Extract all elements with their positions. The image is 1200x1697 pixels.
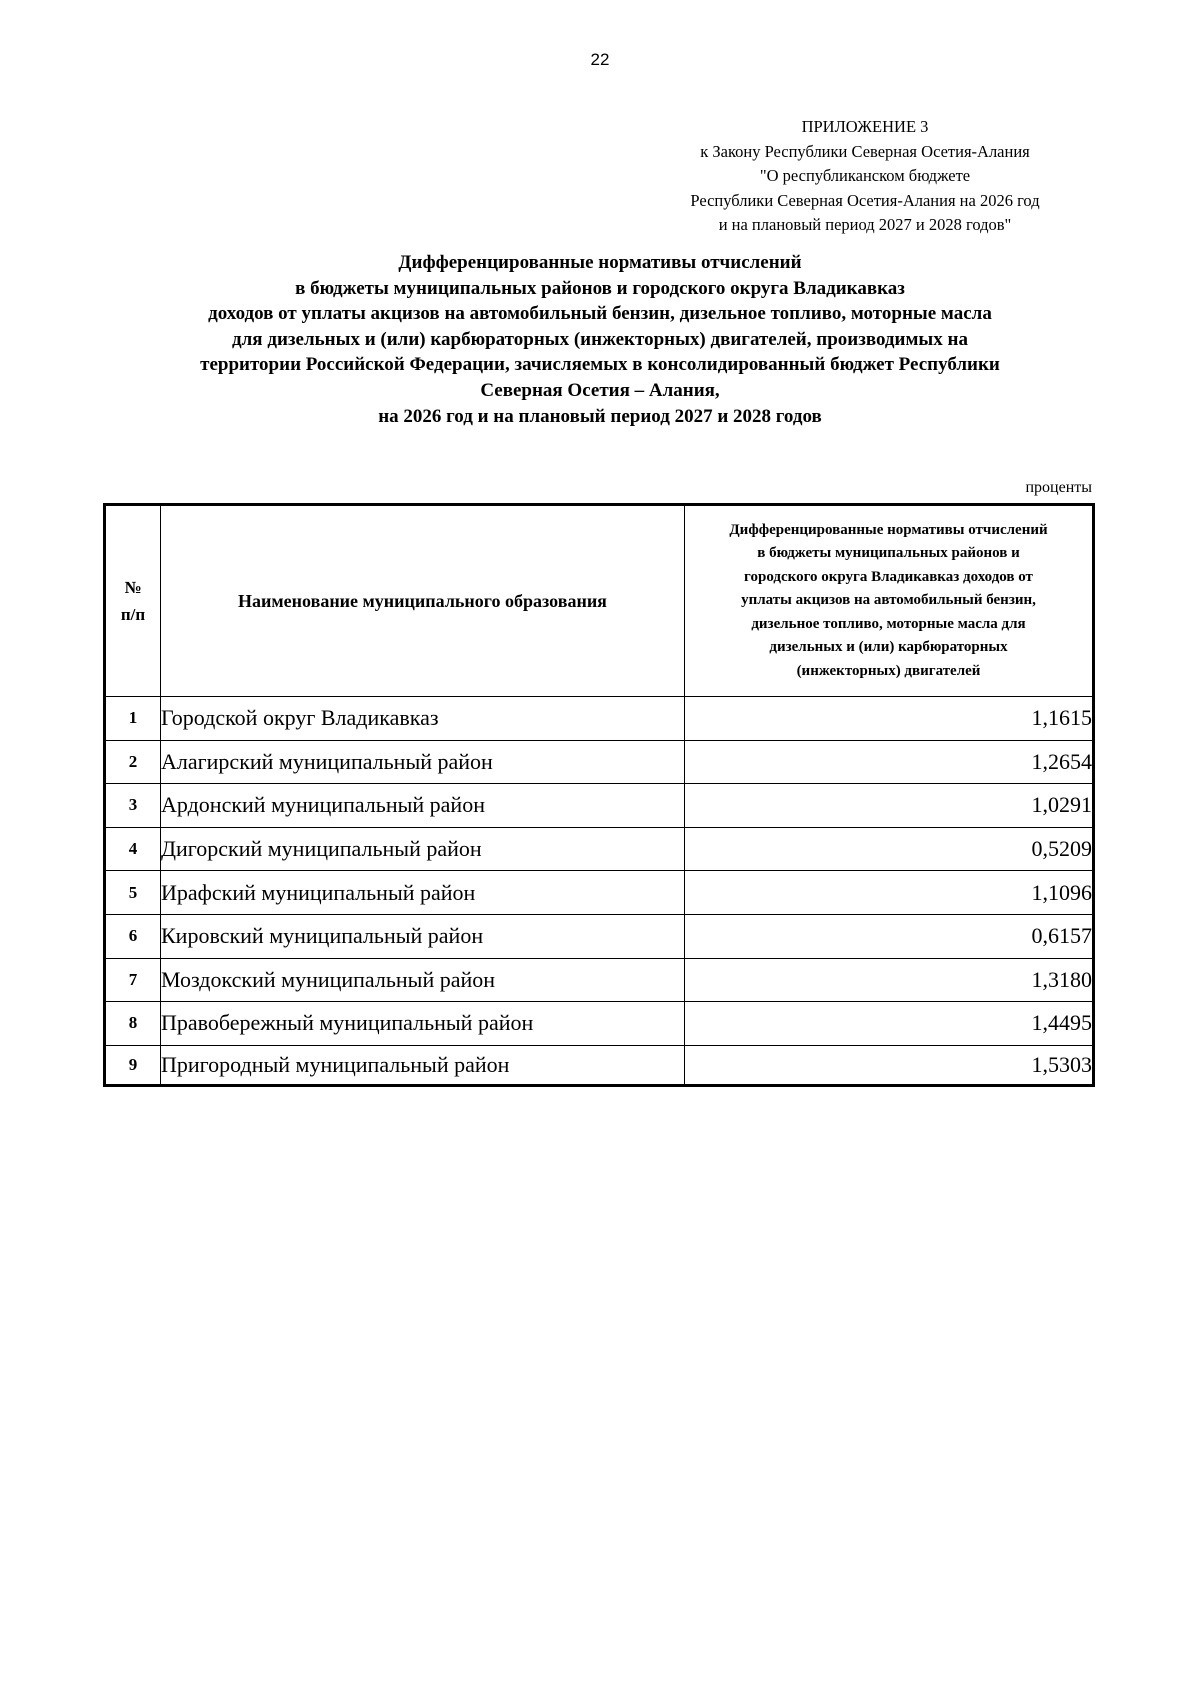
appendix-line: Республики Северная Осетия-Алания на 2026 год <box>690 190 1040 210</box>
table-header-row <box>105 505 1094 697</box>
header-value-line: (инжекторных) двигателей <box>796 662 981 679</box>
header-value-line: уплаты акцизов на автомобильный бензин, <box>741 592 1036 609</box>
header-value-line: городского округа Владикавказ доходов от <box>744 568 1033 585</box>
title-line: на 2026 год и на плановый период 2027 и 2028 годов <box>378 405 822 427</box>
row-value: 0,6157 <box>685 914 1094 958</box>
row-value: 0,5209 <box>685 827 1094 871</box>
row-name: Моздокский муниципальный район <box>161 958 685 1002</box>
table-row <box>105 871 1094 915</box>
table-row <box>105 914 1094 958</box>
title-line: Северная Осетия – Алания, <box>480 379 720 401</box>
row-name: Правобережный муниципальный район <box>161 1002 685 1046</box>
row-name: Алагирский муниципальный район <box>161 740 685 784</box>
row-value: 1,1096 <box>685 871 1094 915</box>
row-value: 1,2654 <box>685 740 1094 784</box>
row-value: 1,4495 <box>685 1002 1094 1046</box>
document-title <box>80 250 1120 429</box>
row-number: 8 <box>105 1002 161 1046</box>
row-name: Ирафский муниципальный район <box>161 871 685 915</box>
appendix-line: и на плановый период 2027 и 2028 годов" <box>718 215 1012 234</box>
header-value-line: Дифференцированные нормативы отчислений <box>729 521 1048 538</box>
row-number: 6 <box>105 914 161 958</box>
header-value-line: в бюджеты муниципальных районов и <box>757 545 1020 562</box>
table-row <box>105 740 1094 784</box>
row-name: Кировский муниципальный район <box>161 914 685 958</box>
norms-table <box>103 503 1095 1087</box>
header-number-line: п/п <box>120 605 146 624</box>
header-value-line: дизельное топливо, моторные масла для <box>751 615 1026 632</box>
table-row <box>105 958 1094 1002</box>
header-value-line: дизельных и (или) карбюраторных <box>769 639 1008 656</box>
row-number: 2 <box>105 740 161 784</box>
title-line: в бюджеты муниципальных районов и городского округа Владикавказ <box>295 277 905 299</box>
row-number: 3 <box>105 784 161 828</box>
appendix-header <box>600 115 1130 238</box>
row-value: 1,5303 <box>685 1045 1094 1085</box>
table-row <box>105 827 1094 871</box>
title-line: территории Российской Федерации, зачисляемых в консолидированный бюджет Республики <box>200 354 1000 376</box>
page-number: 22 <box>590 50 610 69</box>
appendix-line: ПРИЛОЖЕНИЕ 3 <box>801 117 929 136</box>
row-name: Дигорский муниципальный район <box>161 827 685 871</box>
row-name: Ардонский муниципальный район <box>161 784 685 828</box>
units-label: проценты <box>1025 479 1092 496</box>
row-value: 1,0291 <box>685 784 1094 828</box>
row-number: 5 <box>105 871 161 915</box>
header-number <box>105 505 161 697</box>
row-name: Городской округ Владикавказ <box>161 697 685 741</box>
table-row <box>105 784 1094 828</box>
table-row <box>105 697 1094 741</box>
header-name: Наименование муниципального образования <box>161 505 685 697</box>
row-number: 4 <box>105 827 161 871</box>
row-number: 1 <box>105 697 161 741</box>
row-number: 9 <box>105 1045 161 1085</box>
header-value <box>685 505 1094 697</box>
row-name: Пригородный муниципальный район <box>161 1045 685 1085</box>
title-line: Дифференцированные нормативы отчислений <box>398 252 802 273</box>
title-line: доходов от уплаты акцизов на автомобильный бензин, дизельное топливо, моторные масла <box>208 303 992 325</box>
row-number: 7 <box>105 958 161 1002</box>
title-line: для дизельных и (или) карбюраторных (инжекторных) двигателей, производимых на <box>232 328 968 350</box>
table-row <box>105 1045 1094 1085</box>
appendix-line: "О республиканском бюджете <box>759 166 971 185</box>
header-number-line: № <box>124 578 142 597</box>
table-row <box>105 1002 1094 1046</box>
appendix-line: к Закону Республики Северная Осетия-Алания <box>700 141 1030 161</box>
row-value: 1,3180 <box>685 958 1094 1002</box>
row-value: 1,1615 <box>685 697 1094 741</box>
